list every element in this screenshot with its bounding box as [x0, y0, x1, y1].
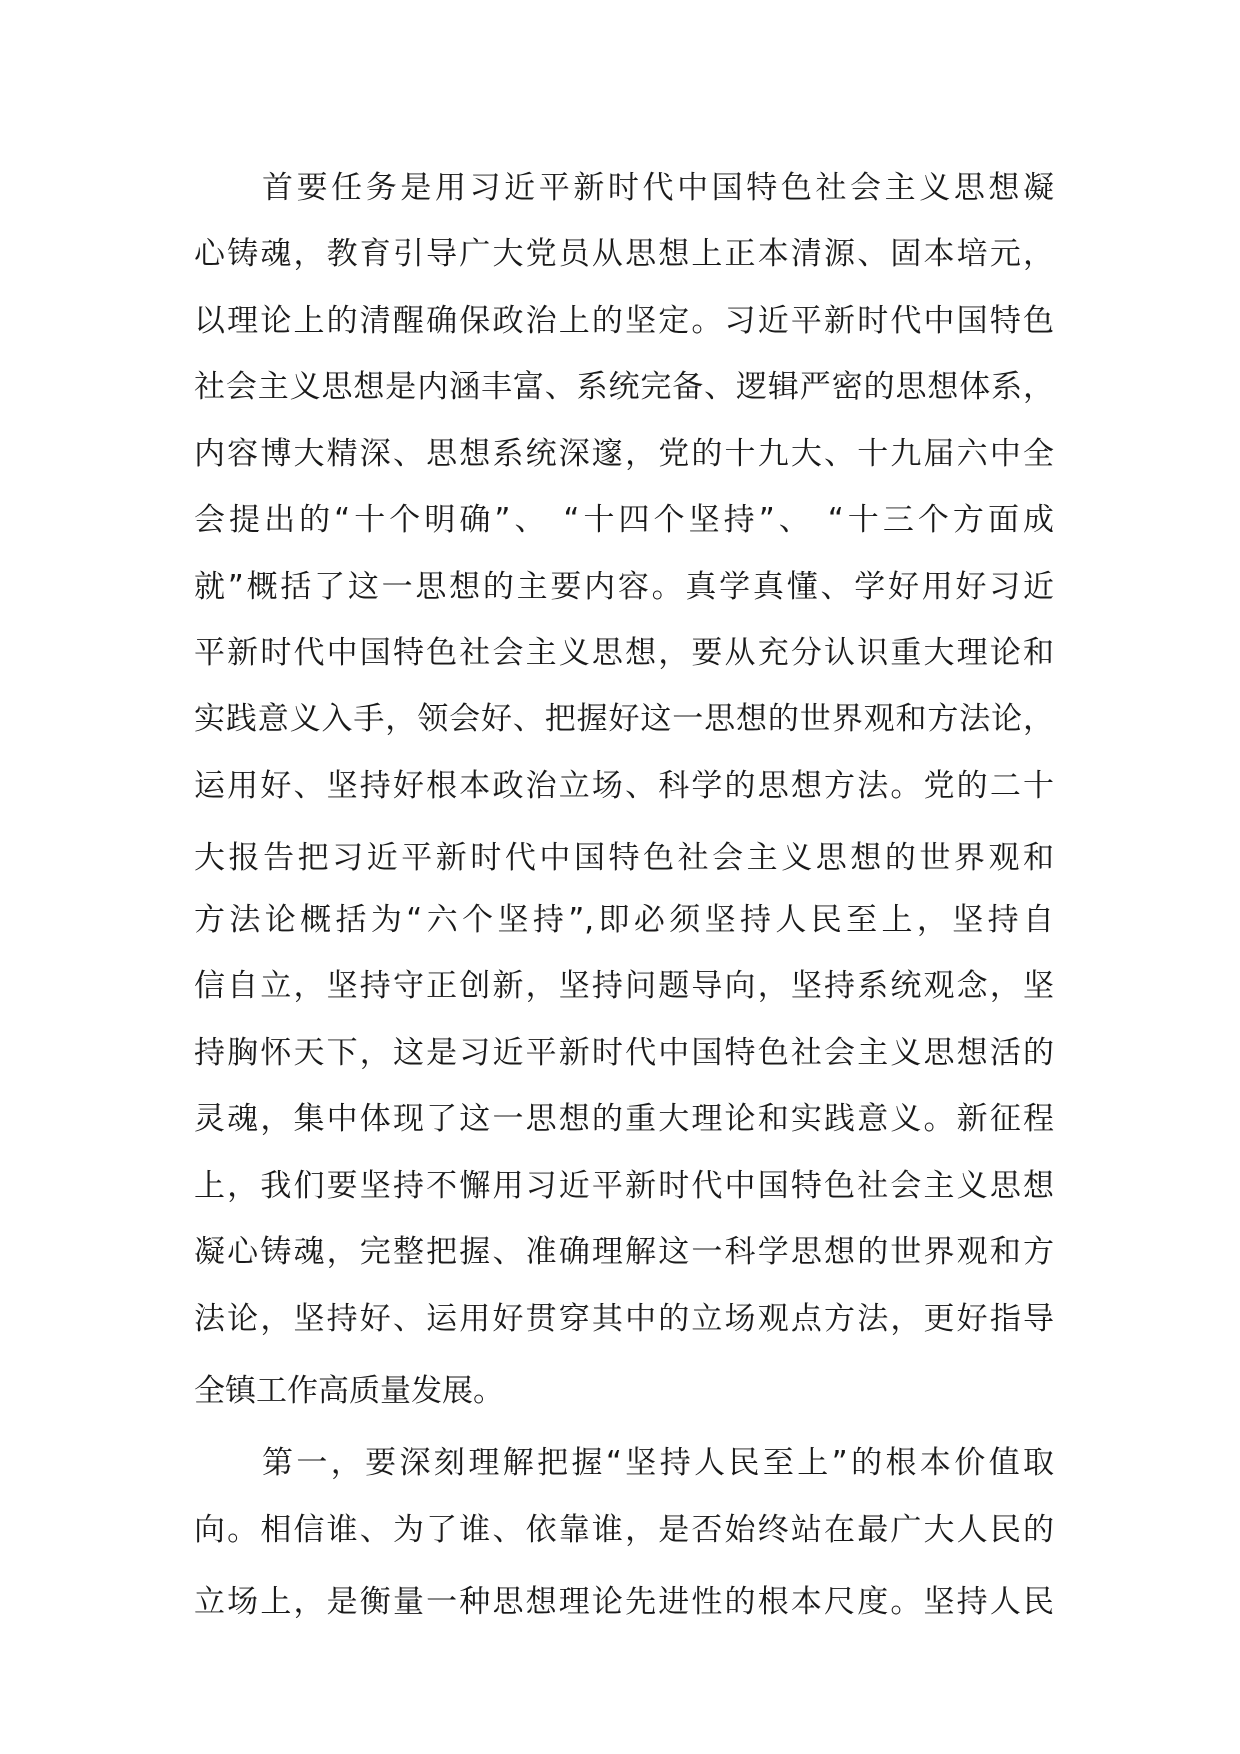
paragraph-2-line-2: 向。相信谁、为了谁、依靠谁，是否始终站在最广大人民的 [194, 1512, 1054, 1548]
paragraph-1-line-8: 平新时代中国特色社会主义思想，要从充分认识重大理论和 [194, 635, 1054, 671]
paragraph-1-line-6: 会提出的“十个明确”、 “十四个坚持”、 “十三个方面成 [194, 502, 1054, 538]
paragraph-1-line-17: 凝心铸魂，完整把握、准确理解这一科学思想的世界观和方 [194, 1234, 1054, 1270]
paragraph-2-line-1: 第一，要深刻理解把握“坚持人民至上”的根本价值取 [262, 1445, 1054, 1481]
paragraph-1-line-12: 方法论概括为“六个坚持”,即必须坚持人民至上，坚持自 [194, 902, 1054, 938]
paragraph-1-line-9: 实践意义入手，领会好、把握好这一思想的世界观和方法论， [194, 701, 1054, 737]
paragraph-2-line-3: 立场上，是衡量一种思想理论先进性的根本尺度。坚持人民 [194, 1584, 1054, 1620]
paragraph-1-line-7: 就”概括了这一思想的主要内容。真学真懂、学好用好习近 [194, 569, 1054, 605]
paragraph-1-line-10: 运用好、坚持好根本政治立场、科学的思想方法。党的二十 [194, 768, 1054, 804]
paragraph-1-line-5: 内容博大精深、思想系统深邃，党的十九大、十九届六中全 [194, 436, 1054, 472]
paragraph-1-line-13: 信自立，坚持守正创新，坚持问题导向，坚持系统观念，坚 [194, 968, 1054, 1004]
paragraph-1-line-4: 社会主义思想是内涵丰富、系统完备、逻辑严密的思想体系， [194, 369, 1054, 405]
paragraph-1-line-14: 持胸怀天下，这是习近平新时代中国特色社会主义思想活的 [194, 1035, 1054, 1071]
paragraph-1-line-18: 法论，坚持好、运用好贯穿其中的立场观点方法，更好指导 [194, 1301, 1054, 1337]
paragraph-1-line-1: 首要任务是用习近平新时代中国特色社会主义思想凝 [262, 170, 1054, 206]
paragraph-1-line-2: 心铸魂，教育引导广大党员从思想上正本清源、固本培元， [194, 236, 1054, 272]
paragraph-1-line-11: 大报告把习近平新时代中国特色社会主义思想的世界观和 [194, 840, 1054, 876]
paragraph-1-line-15: 灵魂，集中体现了这一思想的重大理论和实践意义。新征程 [194, 1101, 1054, 1137]
paragraph-1-line-16: 上，我们要坚持不懈用习近平新时代中国特色社会主义思想 [194, 1168, 1054, 1204]
paragraph-1-line-3: 以理论上的清醒确保政治上的坚定。习近平新时代中国特色 [194, 303, 1054, 339]
paragraph-1-line-19: 全镇工作高质量发展。 [194, 1373, 504, 1409]
